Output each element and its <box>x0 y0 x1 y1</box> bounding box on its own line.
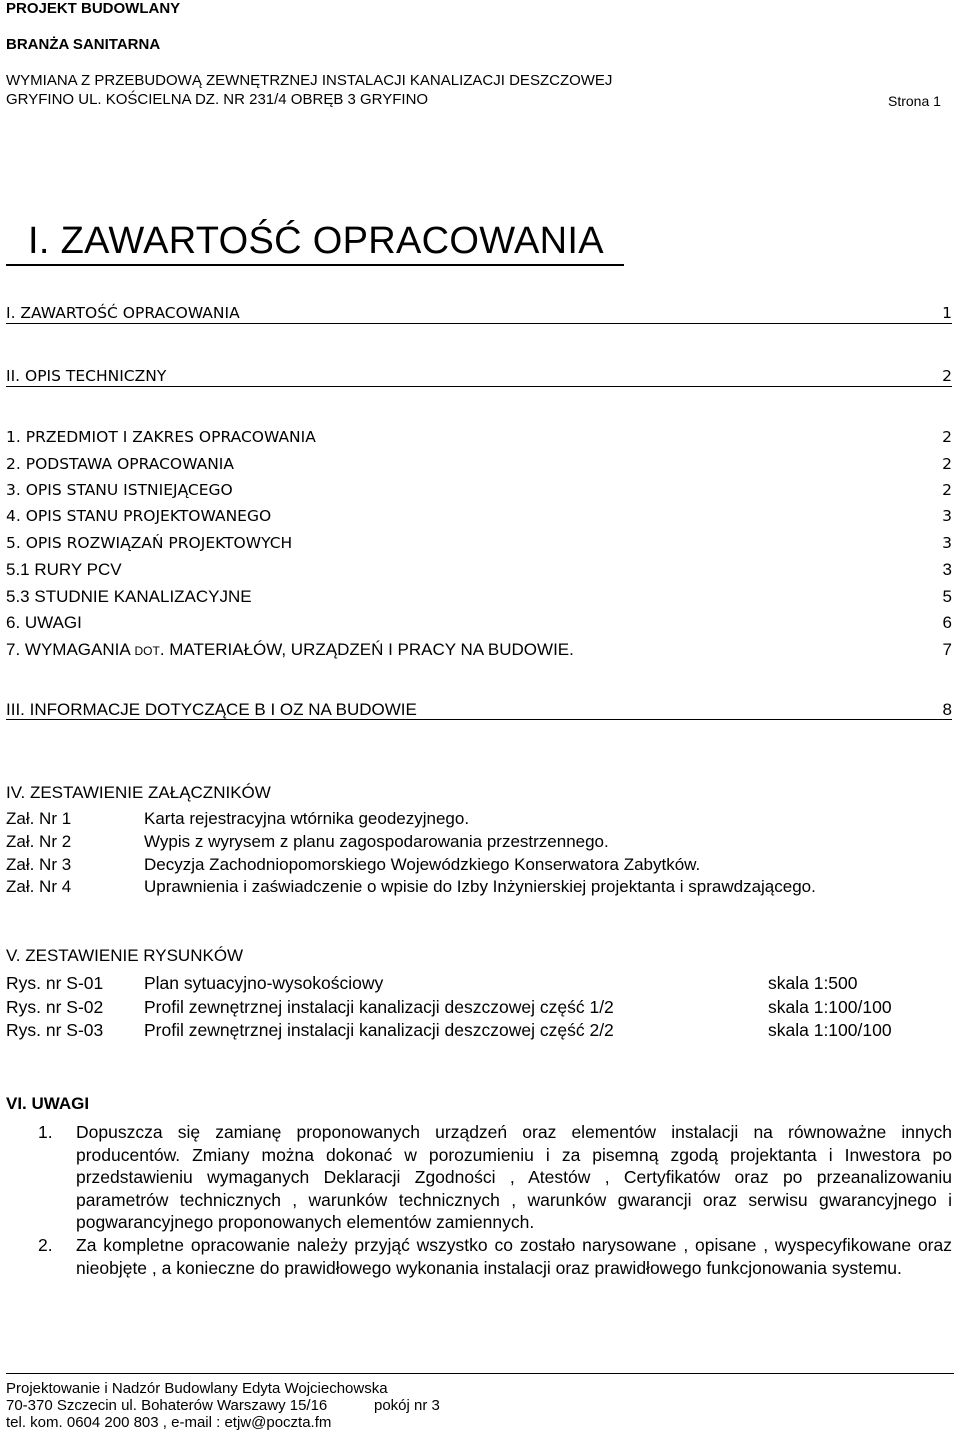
toc-entry-3[interactable] <box>6 481 952 501</box>
toc-page: 2 <box>942 428 952 446</box>
toc-label-part: 7. WYMAGANIA <box>6 640 135 659</box>
toc-page: 2 <box>942 455 952 473</box>
attachment-text: Decyzja Zachodniopomorskiego Wojewódzkiego Konserwatora Zabytków. <box>144 855 701 874</box>
drawing-title: Profil zewnętrznej instalacji kanalizacji deszczowej część 2/2 <box>144 1020 614 1040</box>
footer-address: 70-370 Szczecin ul. Bohaterów Warszawy 15/16 <box>6 1397 328 1414</box>
attachments-heading: IV. ZESTAWIENIE ZAŁĄCZNIKÓW <box>6 783 271 802</box>
toc-label: 5. OPIS ROZWIĄZAŃ PROJEKTOWYCH <box>6 534 293 552</box>
page-number: Strona 1 <box>888 93 941 109</box>
toc-page: 5 <box>942 587 952 606</box>
toc-label: 4. OPIS STANU PROJEKTOWANEGO <box>6 507 272 525</box>
toc-entry-i[interactable] <box>6 304 952 324</box>
drawing-title: Profil zewnętrznej instalacji kanalizacji deszczowej część 1/2 <box>144 997 614 1017</box>
attachment-id: Zał. Nr 1 <box>6 809 72 828</box>
notes-heading: VI. UWAGI <box>6 1094 90 1113</box>
drawing-id: Rys. nr S-02 <box>6 997 104 1017</box>
attachment-id: Zał. Nr 3 <box>6 855 72 874</box>
drawing-id: Rys. nr S-01 <box>6 973 104 993</box>
toc-label-smallcaps: DOT <box>134 644 160 658</box>
attachment-id: Zał. Nr 4 <box>6 877 72 896</box>
toc-label: 1. PRZEDMIOT I ZAKRES OPRACOWANIA <box>6 428 316 446</box>
toc-label: 5.3 STUDNIE KANALIZACYJNE <box>6 587 252 606</box>
toc-label: 6. UWAGI <box>6 613 82 632</box>
toc-entry-5-1[interactable] <box>6 560 952 580</box>
toc-entry-5-3[interactable] <box>6 587 952 607</box>
note-item <box>38 1234 952 1304</box>
toc-label: III. INFORMACJE DOTYCZĄCE B I OZ NA BUDOWIE <box>6 700 417 719</box>
toc-label <box>6 640 574 660</box>
title-underline <box>6 264 624 266</box>
toc-entry-6[interactable] <box>6 613 952 633</box>
toc-page: 6 <box>942 613 952 632</box>
drawing-title: Plan sytuacyjno-wysokościowy <box>144 973 384 993</box>
header-project: PROJEKT BUDOWLANY <box>6 0 181 17</box>
header-line1: WYMIANA Z PRZEBUDOWĄ ZEWNĘTRZNEJ INSTALACJI KANALIZACJI DESZCZOWEJ <box>6 72 613 89</box>
footer-rule <box>6 1373 954 1374</box>
toc-entry-iii[interactable] <box>6 700 952 720</box>
drawing-id: Rys. nr S-03 <box>6 1020 104 1040</box>
toc-entry-5[interactable] <box>6 534 952 554</box>
note-text: Za kompletne opracowanie należy przyjąć wszystko co zostało narysowane , opisane , wyspecyfikowane oraz nieobjęte , a konieczne do prawidłowego wykonania instalacji oraz prawidłowego funkcjonowania systemu. <box>76 1235 952 1278</box>
note-item <box>38 1121 952 1235</box>
drawing-scale: skala 1:500 <box>768 973 858 993</box>
toc-page: 3 <box>942 507 952 525</box>
attachment-text: Karta rejestracyjna wtórnika geodezyjnego. <box>144 809 470 828</box>
toc-entry-ii[interactable] <box>6 367 952 387</box>
drawing-scale: skala 1:100/100 <box>768 997 892 1017</box>
header-line2: GRYFINO UL. KOŚCIELNA DZ. NR 231/4 OBRĘB 3 GRYFINO <box>6 91 429 108</box>
note-number: 1. <box>38 1122 53 1142</box>
toc-page: 3 <box>942 560 952 579</box>
footer-room: pokój nr 3 <box>374 1397 440 1414</box>
toc-page: 1 <box>942 304 952 322</box>
drawings-heading: V. ZESTAWIENIE RYSUNKÓW <box>6 946 244 965</box>
drawing-scale: skala 1:100/100 <box>768 1020 892 1040</box>
toc-page: 7 <box>942 640 952 659</box>
toc-entry-7[interactable] <box>6 640 952 660</box>
footer-contact: tel. kom. 0604 200 803 , e-mail : etjw@poczta.fm <box>6 1414 332 1431</box>
toc-page: 2 <box>942 367 952 385</box>
toc-entry-1[interactable] <box>6 428 952 448</box>
toc-entry-4[interactable] <box>6 507 952 527</box>
toc-page: 2 <box>942 481 952 499</box>
attachment-text: Uprawnienia i zaświadczenie o wpisie do Izby Inżynierskiej projektanta i sprawdzającego. <box>144 877 816 896</box>
toc-label: I. ZAWARTOŚĆ OPRACOWANIA <box>6 304 240 322</box>
header-branch: BRANŻA SANITARNA <box>6 36 161 53</box>
toc-label: 2. PODSTAWA OPRACOWANIA <box>6 455 234 473</box>
toc-label: 5.1 RURY PCV <box>6 560 122 579</box>
toc-entry-2[interactable] <box>6 455 952 475</box>
note-text: Dopuszcza się zamianę proponowanych urządzeń oraz elementów instalacji na równoważne innych producentów. Zmiany można dokonać w porozumieniu i za pisemną zgodą projektanta i Inwestora po przedstawieniu wymaganych Deklaracji Zgodności , Atestów , Certyfikatów oraz po przeanalizowaniu parametrów technicznych , warunków technicznych , warunków gwarancji oraz serwisu gwarancyjnego i pogwarancyjnego proponowanych elementów zamiennych. <box>76 1122 952 1233</box>
footer-company: Projektowanie i Nadzór Budowlany Edyta Wojciechowska <box>6 1380 388 1397</box>
toc-label: II. OPIS TECHNICZNY <box>6 367 167 385</box>
toc-page: 3 <box>942 534 952 552</box>
toc-label: 3. OPIS STANU ISTNIEJĄCEGO <box>6 481 233 499</box>
toc-label-part: . MATERIAŁÓW, URZĄDZEŃ I PRACY NA BUDOWIE. <box>159 640 574 659</box>
attachment-id: Zał. Nr 2 <box>6 832 72 851</box>
toc-page: 8 <box>942 700 952 719</box>
page-title: I. ZAWARTOŚĆ OPRACOWANIA <box>28 220 604 262</box>
note-number: 2. <box>38 1235 53 1255</box>
attachment-text: Wypis z wyrysem z planu zagospodarowania przestrzennego. <box>144 832 609 851</box>
